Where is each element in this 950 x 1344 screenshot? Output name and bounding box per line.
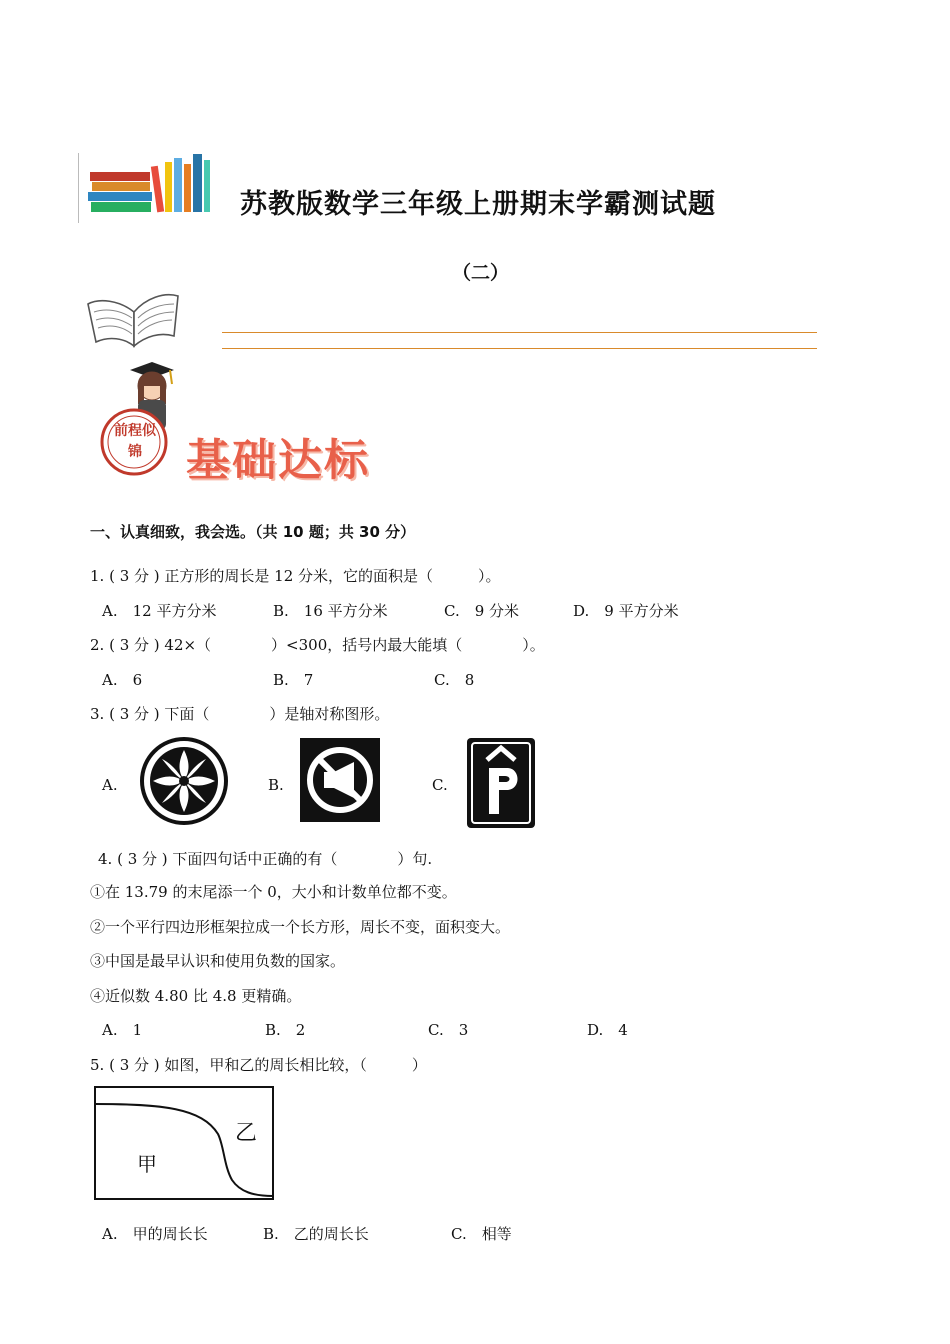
q5-option-a[interactable]: A. 甲的周长长 bbox=[102, 1225, 208, 1243]
header-divider bbox=[78, 153, 79, 223]
q3-option-a[interactable]: A. bbox=[102, 776, 118, 794]
question-2-stem: 2. ( 3 分 ) 42×（ ）<300，括号内最大能填（ ）。 bbox=[90, 636, 545, 654]
section-heading: 一、认真细致，我会选。（共 10 题；共 30 分） bbox=[90, 523, 416, 541]
q1-option-a[interactable]: A. 12 平方分米 bbox=[102, 602, 217, 620]
q4-option-d[interactable]: D. 4 bbox=[587, 1021, 628, 1039]
badge-text: 前程似锦 bbox=[114, 423, 156, 460]
figure-label-yi: 乙 bbox=[235, 1121, 258, 1146]
q1-option-d[interactable]: D. 9 平方分米 bbox=[573, 602, 679, 620]
q4-option-c[interactable]: C. 3 bbox=[428, 1021, 469, 1039]
page-subtitle: （二） bbox=[452, 262, 510, 284]
parking-sign-icon bbox=[467, 738, 535, 828]
orange-rule-top bbox=[222, 332, 817, 333]
q4-option-b[interactable]: B. 2 bbox=[265, 1021, 306, 1039]
q3-option-b[interactable]: B. bbox=[268, 776, 284, 794]
q2-option-a[interactable]: A. 6 bbox=[102, 671, 143, 689]
question-1-stem: 1. ( 3 分 ) 正方形的周长是 12 分米，它的面积是（ ）。 bbox=[90, 567, 501, 585]
q5-option-c[interactable]: C. 相等 bbox=[451, 1225, 512, 1243]
figure-label-jia: 甲 bbox=[137, 1152, 157, 1176]
open-book-icon bbox=[84, 282, 184, 352]
lotus-emblem-icon bbox=[138, 736, 230, 826]
books-icon bbox=[88, 152, 213, 216]
q4-statement-4: ④近似数 4.80 比 4.8 更精确。 bbox=[90, 987, 302, 1005]
q4-statement-2: ②一个平行四边形框架拉成一个长方形，周长不变，面积变大。 bbox=[90, 918, 511, 936]
question-5-stem: 5. ( 3 分 ) 如图，甲和乙的周长相比较，（ ） bbox=[90, 1056, 427, 1074]
q2-option-c[interactable]: C. 8 bbox=[434, 671, 475, 689]
page-title: 苏教版数学三年级上册期末学霸测试题 bbox=[240, 189, 716, 220]
q1-option-b[interactable]: B. 16 平方分米 bbox=[273, 602, 388, 620]
q3-option-c[interactable]: C. bbox=[432, 776, 448, 794]
question-3-stem: 3. ( 3 分 ) 下面（ ）是轴对称图形。 bbox=[90, 705, 390, 723]
q4-option-a[interactable]: A. 1 bbox=[102, 1021, 143, 1039]
graduate-girl-icon bbox=[90, 356, 190, 484]
no-horn-sign-icon bbox=[300, 738, 380, 822]
q4-statement-3: ③中国是最早认识和使用负数的国家。 bbox=[90, 952, 346, 970]
question-4-stem: 4. ( 3 分 ) 下面四句话中正确的有（ ）句. bbox=[98, 850, 433, 868]
q2-option-b[interactable]: B. 7 bbox=[273, 671, 314, 689]
q5-option-b[interactable]: B. 乙的周长长 bbox=[263, 1225, 369, 1243]
banner-title: 基础达标 bbox=[186, 435, 370, 486]
orange-rule-bottom bbox=[222, 348, 817, 349]
q4-statement-1: ①在 13.79 的末尾添一个 0，大小和计数单位都不变。 bbox=[90, 883, 457, 901]
q1-option-c[interactable]: C. 9 分米 bbox=[444, 602, 520, 620]
